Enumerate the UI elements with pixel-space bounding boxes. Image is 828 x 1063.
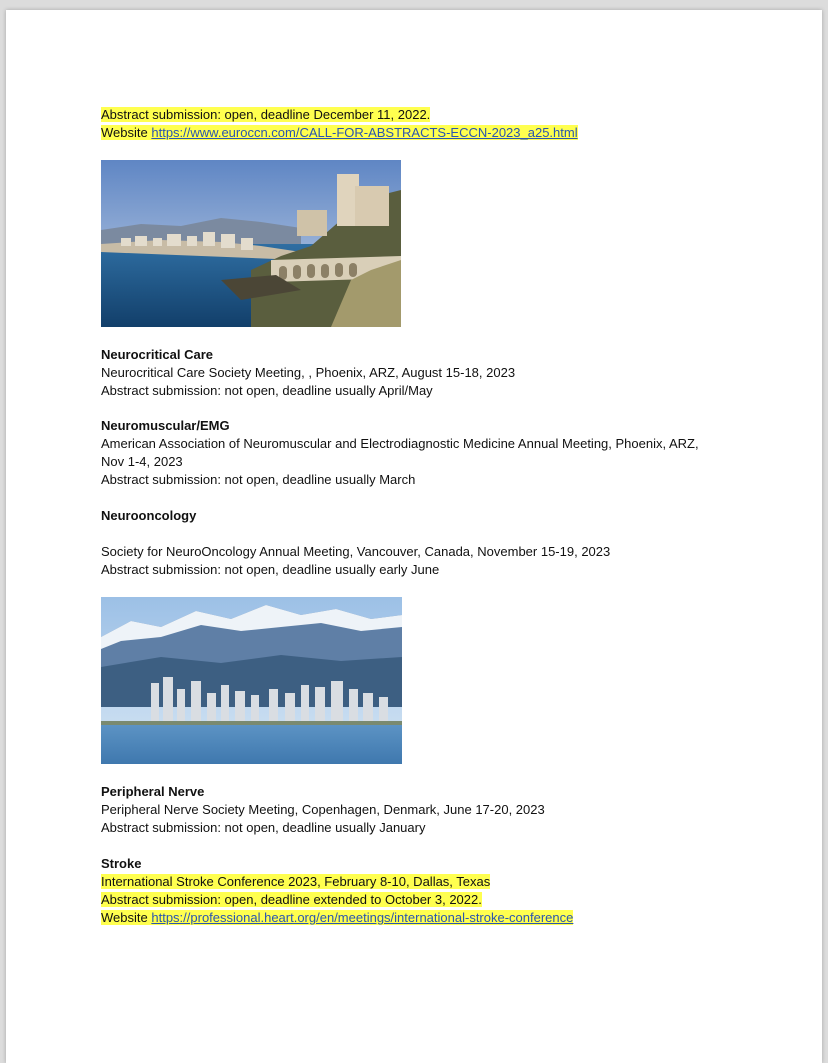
eccn-website-line xyxy=(101,124,578,142)
stroke-meeting: International Stroke Conference 2023, February 8-10, Dallas, Texas xyxy=(101,874,491,889)
neurooncology-meeting: Society for NeuroOncology Annual Meeting, Vancouver, Canada, November 15-19, 2023 xyxy=(101,544,611,559)
neurocritical-abstract: Abstract submission: not open, deadline usually April/May xyxy=(101,383,433,398)
genoa-coast-photo xyxy=(101,160,401,327)
stroke-abstract: Abstract submission: open, deadline extended to October 3, 2022. xyxy=(101,892,482,907)
eccn-website-link[interactable]: https://www.euroccn.com/CALL-FOR-ABSTRACTS-ECCN-2023_a25.html xyxy=(151,125,578,140)
stroke-abstract-line xyxy=(101,891,482,909)
eccn-abstract-text: Abstract submission: open, deadline December 11, 2022. xyxy=(101,107,431,122)
neurocritical-meeting: Neurocritical Care Society Meeting, , Phoenix, ARZ, August 15-18, 2023 xyxy=(101,365,516,380)
eccn-abstract-line xyxy=(101,106,430,124)
neurooncology-heading: Neurooncology xyxy=(101,508,197,523)
neuromuscular-abstract: Abstract submission: not open, deadline usually March xyxy=(101,472,416,487)
neuromuscular-meeting-line1: American Association of Neuromuscular and Electrodiagnostic Medicine Annual Meeting, Phoenix, ARZ, xyxy=(101,436,699,451)
document-page xyxy=(6,10,822,1063)
stroke-website-link[interactable]: https://professional.heart.org/en/meetings/international-stroke-conference xyxy=(151,910,574,925)
stroke-heading: Stroke xyxy=(101,856,142,871)
neuromuscular-heading: Neuromuscular/EMG xyxy=(101,418,230,433)
peripheral-heading: Peripheral Nerve xyxy=(101,784,205,799)
neuromuscular-meeting-line2: Nov 1-4, 2023 xyxy=(101,454,183,469)
stroke-website-line xyxy=(101,909,573,927)
eccn-website-label: Website xyxy=(101,125,148,140)
stroke-website-label: Website xyxy=(101,910,148,925)
stroke-meeting-line xyxy=(101,873,490,891)
neurocritical-heading: Neurocritical Care xyxy=(101,347,213,362)
vancouver-skyline-photo xyxy=(101,597,402,764)
peripheral-meeting: Peripheral Nerve Society Meeting, Copenhagen, Denmark, June 17-20, 2023 xyxy=(101,802,545,817)
neurooncology-abstract: Abstract submission: not open, deadline usually early June xyxy=(101,562,440,577)
peripheral-abstract: Abstract submission: not open, deadline usually January xyxy=(101,820,426,835)
